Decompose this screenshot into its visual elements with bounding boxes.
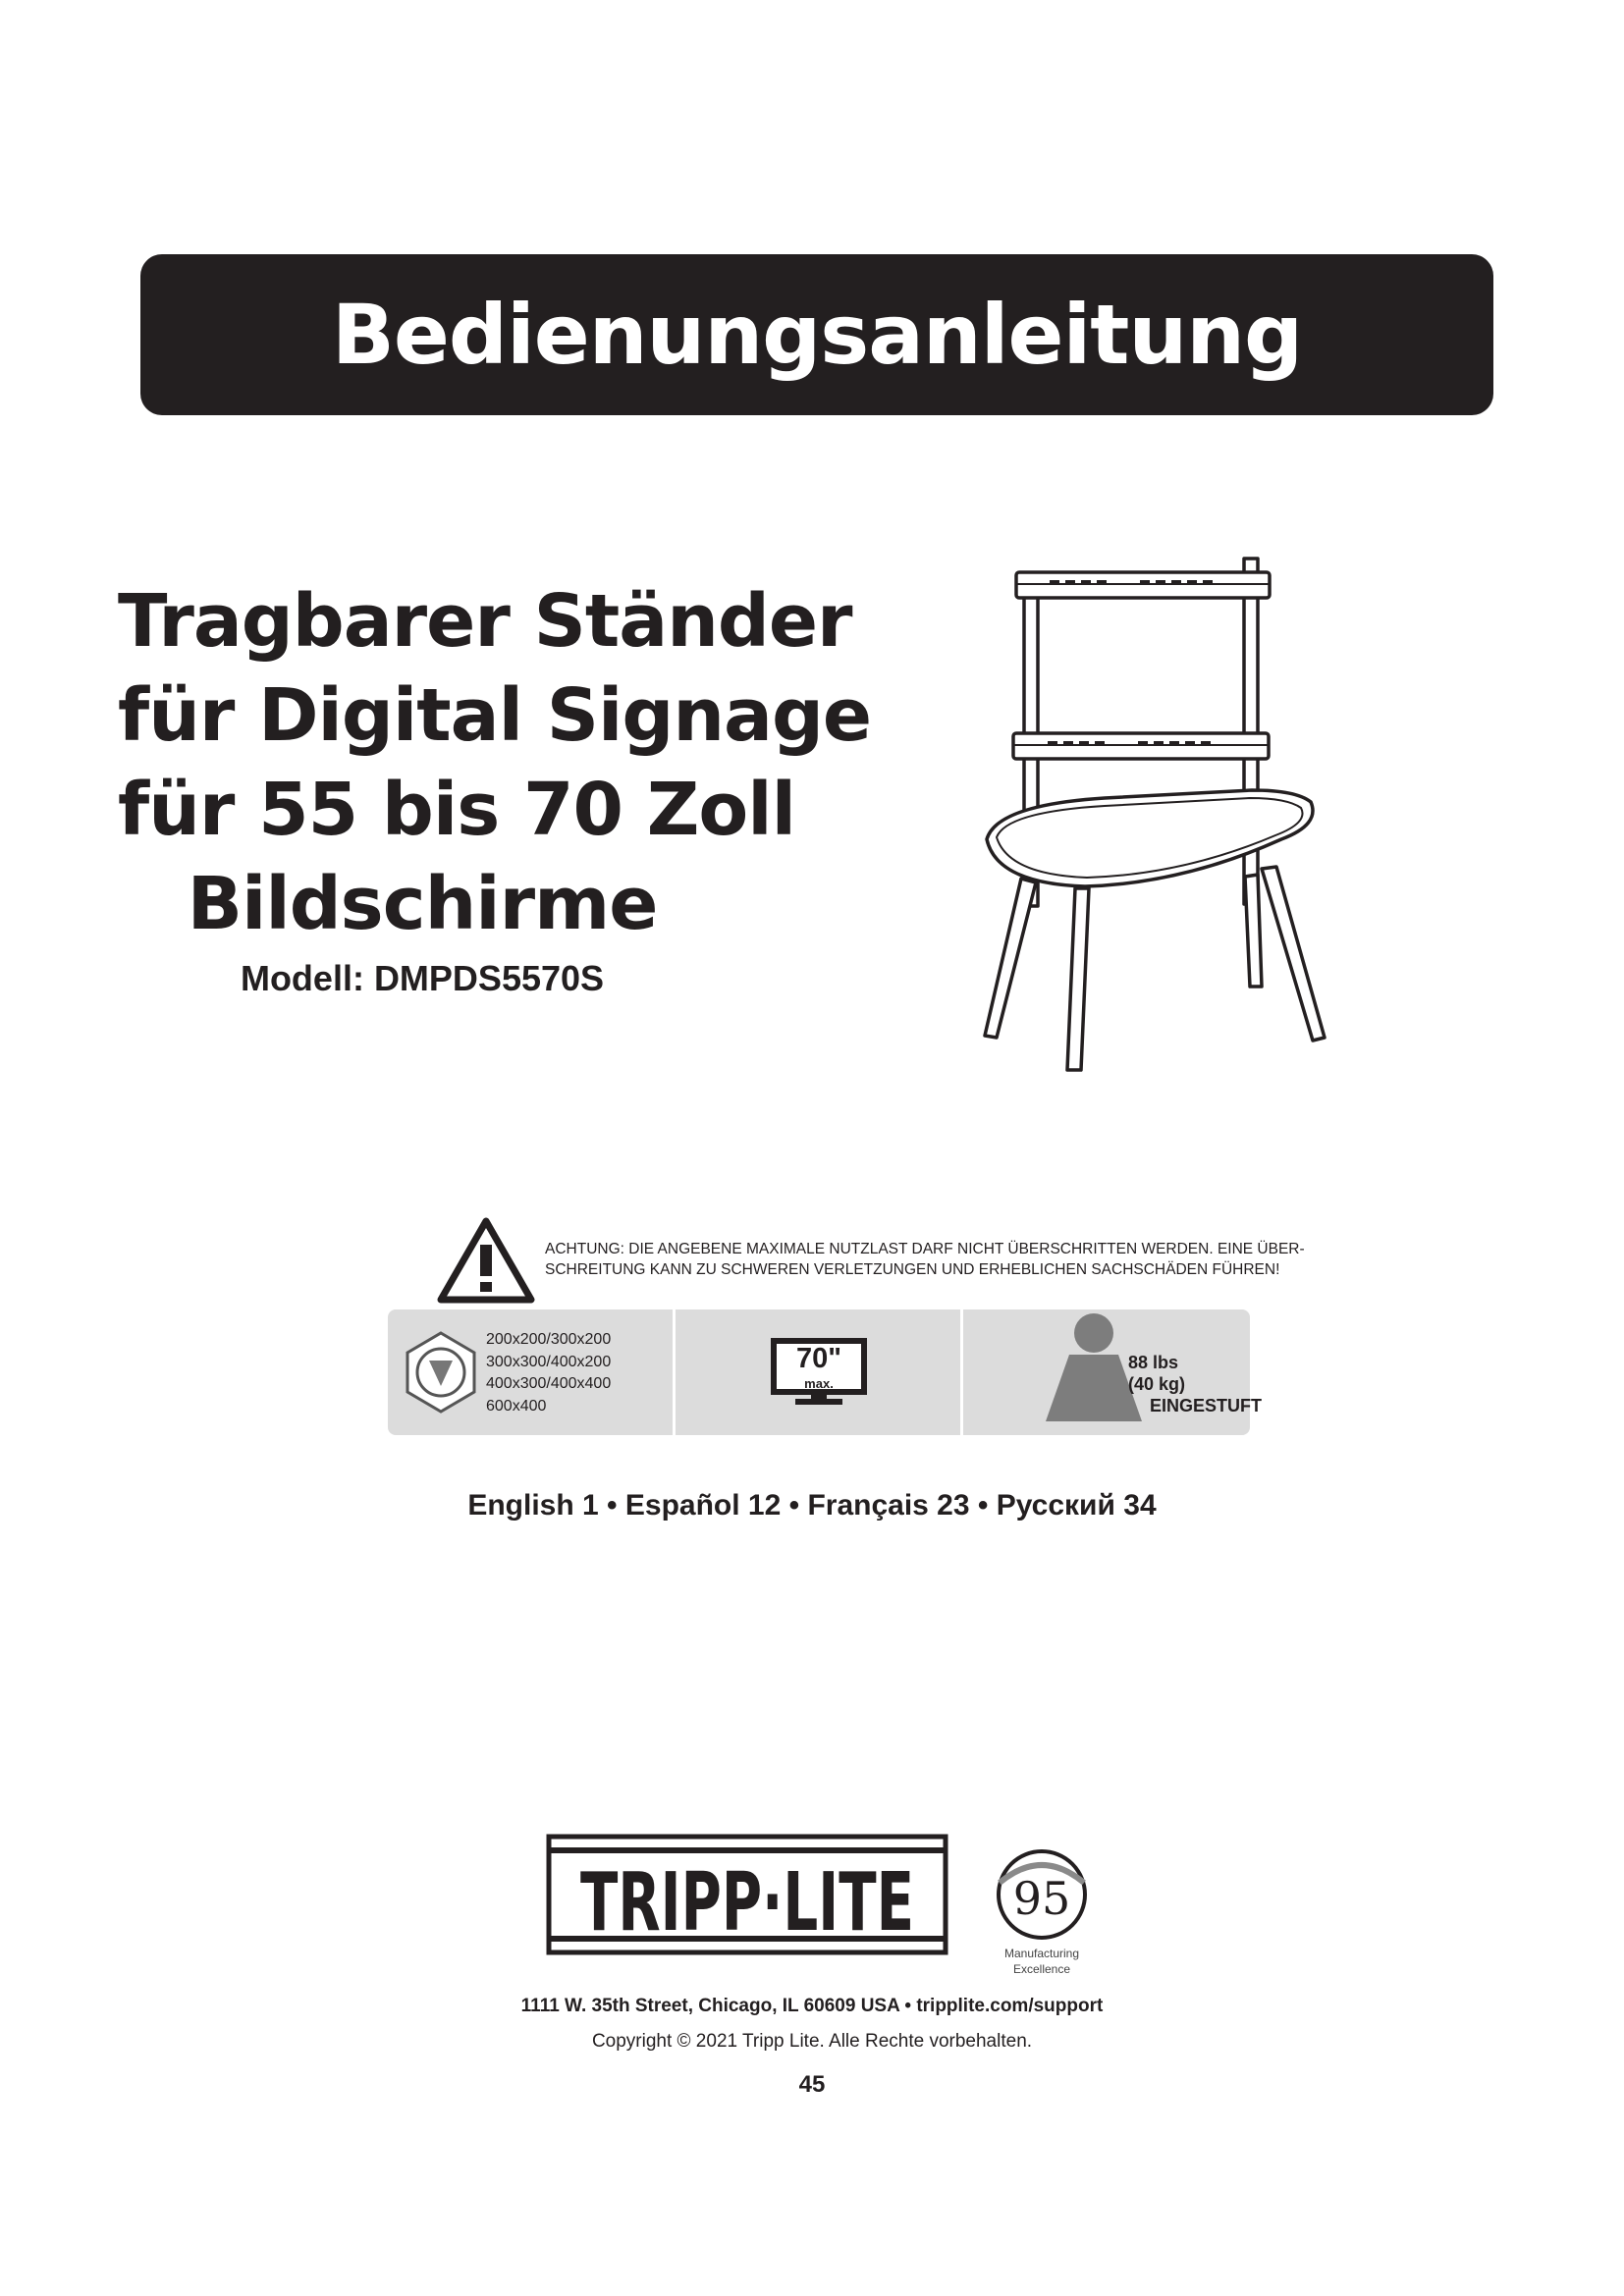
- weight-rated: EINGESTUFT: [1150, 1396, 1263, 1415]
- copyright-notice: Copyright © 2021 Tripp Lite. Alle Rechte vorbehalten.: [591, 2031, 1033, 2052]
- vesa-spec: [388, 1309, 673, 1435]
- brand-name: TRIPP·LITE: [580, 1856, 914, 1949]
- screen-size-spec: [673, 1309, 960, 1435]
- screen-size-sub: max.: [804, 1376, 834, 1391]
- model-number: Modell: DMPDS5570S: [240, 958, 605, 998]
- badge-caption: Excellence: [1012, 1962, 1071, 1976]
- warning-line: SCHREITUNG KANN ZU SCHWEREN VERLETZUNGEN UND ERHEBLICHEN SACHSCHÄDEN FÜHREN!: [545, 1261, 1280, 1278]
- product-title-line: für 55 bis 70 Zoll: [118, 768, 795, 852]
- warning-notice: [437, 1217, 1321, 1306]
- weight-spec: [960, 1309, 1263, 1435]
- tripp-lite-logo: [546, 1834, 948, 1961]
- product-title-line: Tragbarer Ständer: [118, 579, 852, 664]
- vesa-pattern-list: [486, 1329, 611, 1417]
- badge-number: 95: [1012, 1872, 1071, 1925]
- vesa-pattern: 200x200/300x200: [486, 1331, 612, 1348]
- product-title-line: für Digital Signage: [118, 673, 872, 758]
- product-title: [118, 574, 872, 951]
- badge-caption: Manufacturing: [1003, 1947, 1080, 1960]
- warning-triangle-icon: [437, 1217, 535, 1304]
- company-address: 1111 W. 35th Street, Chicago, IL 60609 USA • tripplite.com/support: [520, 1996, 1104, 2016]
- document-title: Bedienungsanleitung: [331, 287, 1303, 383]
- weight-kg: (40 kg): [1128, 1374, 1186, 1394]
- vesa-pattern: 600x400: [486, 1397, 547, 1415]
- screen-size-value: 70": [795, 1343, 841, 1374]
- vesa-pattern: 300x300/400x200: [486, 1353, 612, 1370]
- warning-text: [545, 1239, 1330, 1280]
- header-banner: [140, 254, 1493, 415]
- warning-line: ACHTUNG: DIE ANGEBENE MAXIMALE NUTZLAST DARF NICHT ÜBERSCHRITTEN WERDEN. EINE ÜBER-: [545, 1241, 1305, 1257]
- spec-bar: [388, 1309, 1263, 1435]
- page-number: 45: [798, 2071, 826, 2098]
- language-index: English 1 • Español 12 • Français 23 • Русский 34: [467, 1489, 1157, 1522]
- weight-lbs: 88 lbs: [1128, 1353, 1179, 1372]
- anniversary-badge: [978, 1843, 1106, 1981]
- stand-illustration: [967, 545, 1360, 1085]
- vesa-pattern: 400x300/400x400: [486, 1375, 612, 1392]
- vesa-compliant-icon: [400, 1331, 482, 1414]
- product-title-line: Bildschirme: [187, 862, 658, 946]
